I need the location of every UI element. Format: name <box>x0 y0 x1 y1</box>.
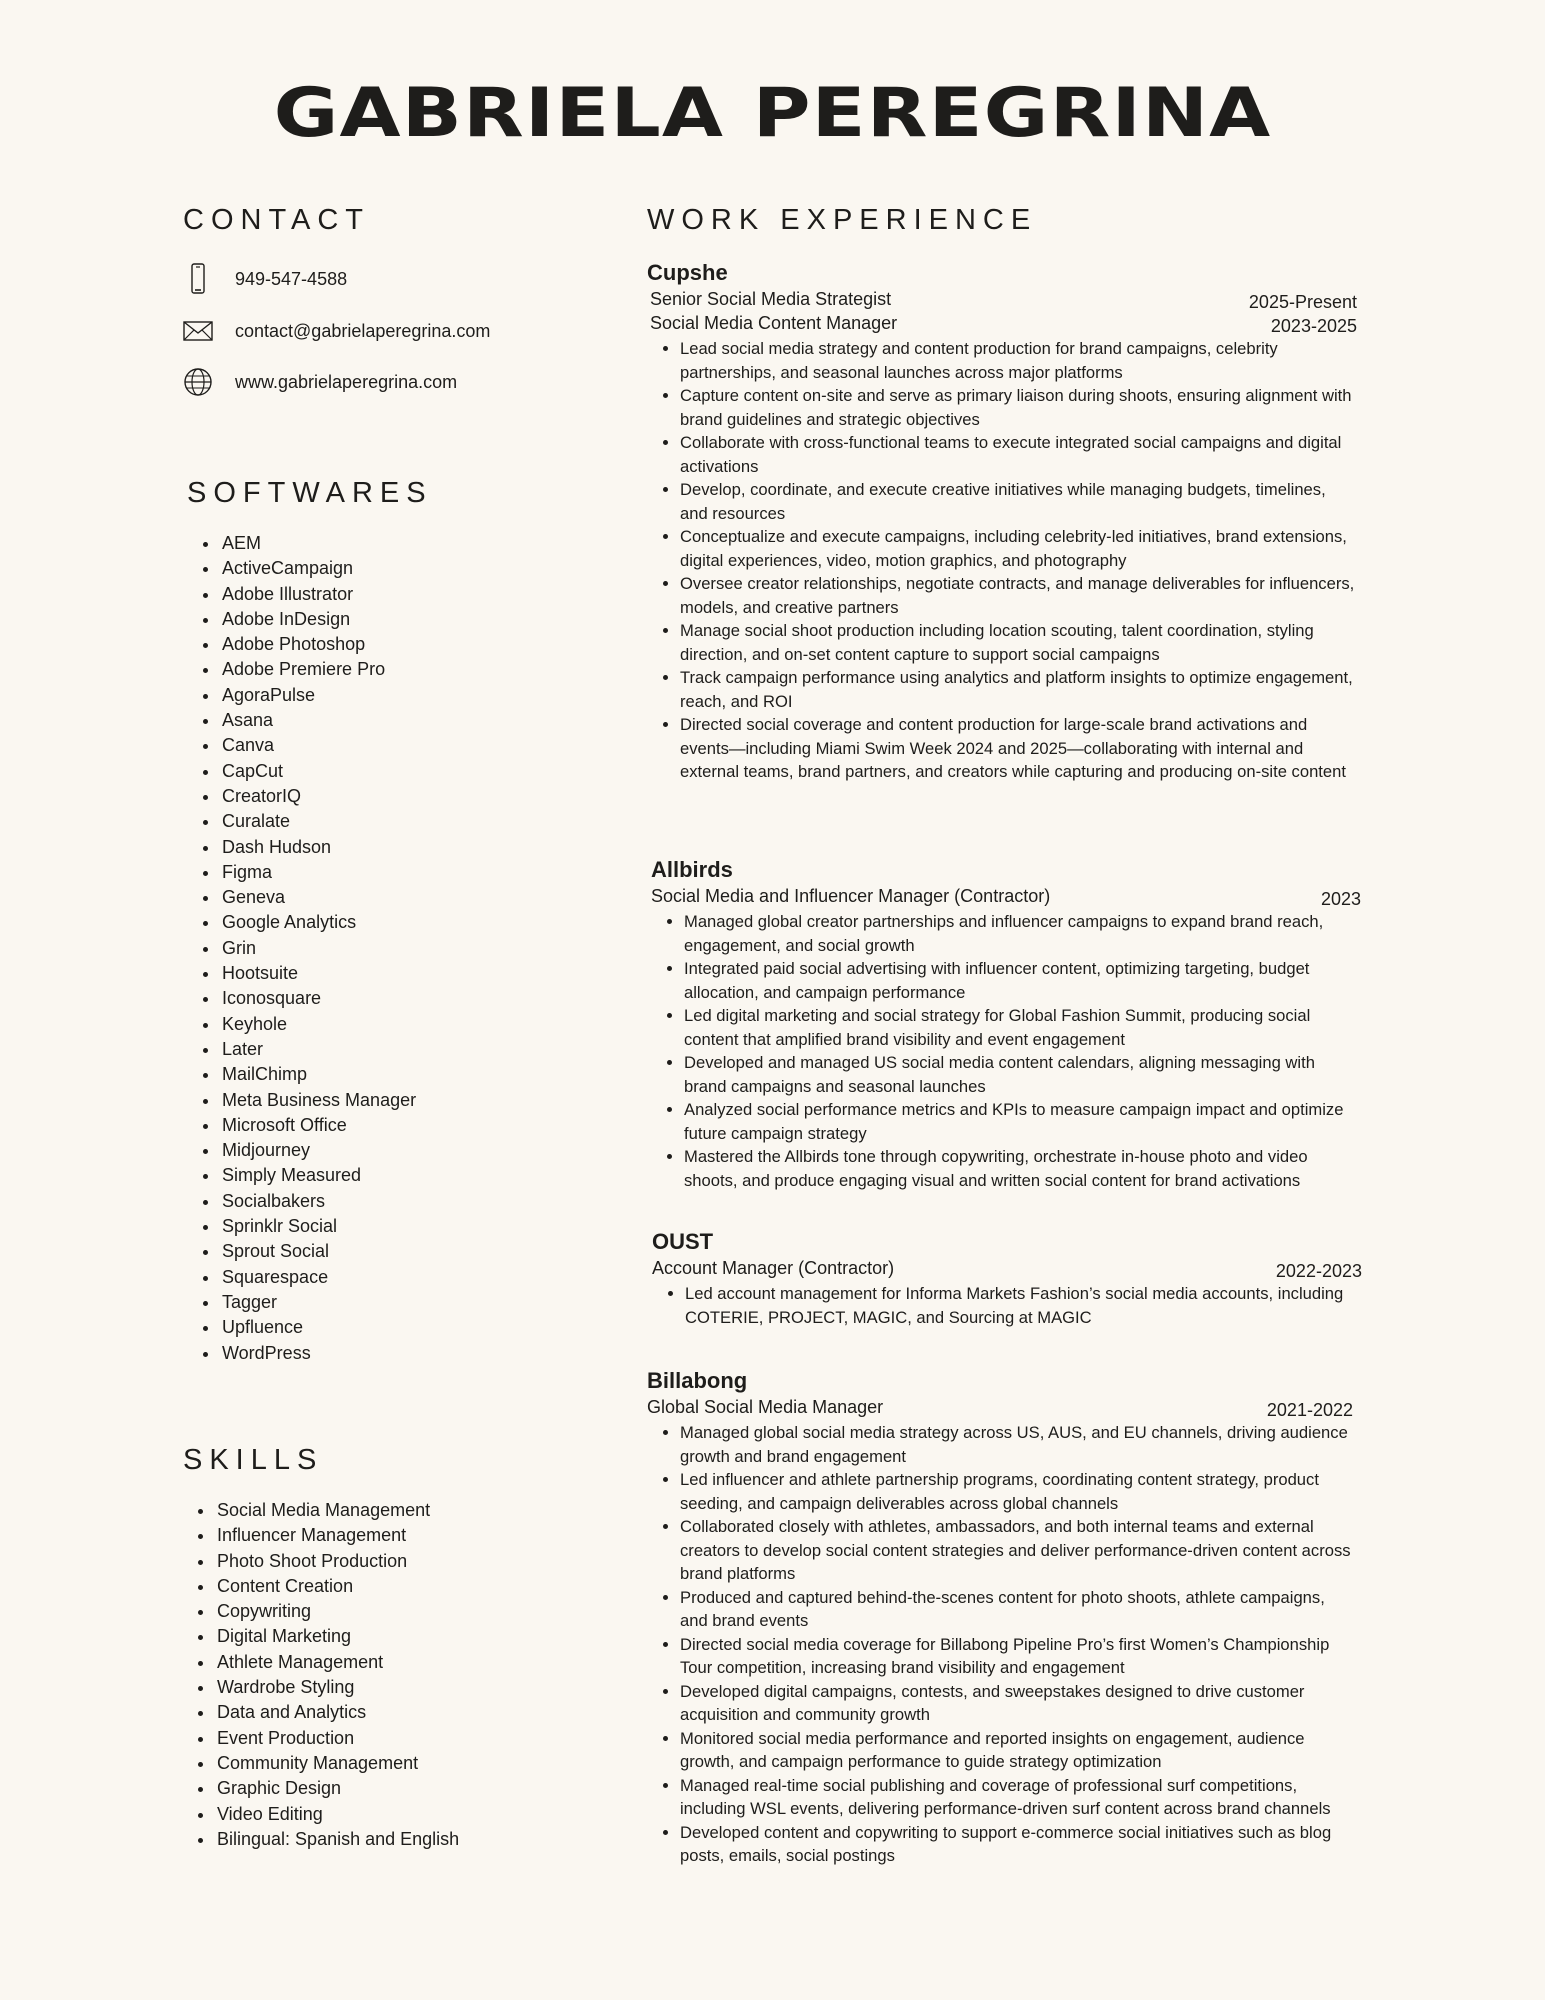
skill-item: • Event Production <box>215 1726 459 1751</box>
softwares-heading: SOFTWARES <box>187 477 433 509</box>
job-bullet: • Monitored social media performance and reported insights on engagement, audience growth, and campaign performance to guide strategy optimization <box>680 1727 1353 1774</box>
job-bullet: • Developed content and copywriting to support e-commerce social initiatives such as blog posts, emails, social postings <box>680 1821 1353 1868</box>
software-item: • Google Analytics <box>220 910 416 935</box>
software-item: • Upfluence <box>220 1315 416 1340</box>
software-item: • Simply Measured <box>220 1163 416 1188</box>
job-bullets <box>647 337 1357 784</box>
software-item: • Adobe Photoshop <box>220 632 416 657</box>
job-title: Senior Social Media Strategist <box>650 289 892 309</box>
software-item: • Adobe Premiere Pro <box>220 657 416 682</box>
job-title: Account Manager (Contractor) <box>652 1258 895 1278</box>
globe-icon <box>183 367 213 397</box>
software-item: • Later <box>220 1037 416 1062</box>
company-name: Billabong <box>647 1368 748 1393</box>
skill-item: • Copywriting <box>215 1599 459 1624</box>
job-dates: 2025-Present <box>1248 292 1357 312</box>
role-row <box>650 311 1357 335</box>
software-item: • Socialbakers <box>220 1189 416 1214</box>
skill-item: • Athlete Management <box>215 1650 459 1675</box>
job-bullet: • Develop, coordinate, and execute creative initiatives while managing budgets, timelines, and resources <box>680 478 1357 525</box>
skill-item: • Influencer Management <box>215 1523 459 1548</box>
contact-phone-row <box>183 263 348 295</box>
software-item: • Meta Business Manager <box>220 1088 416 1113</box>
skills-heading: SKILLS <box>183 1444 324 1476</box>
job-bullets <box>651 910 1361 1192</box>
software-item: • Iconosquare <box>220 986 416 1011</box>
skill-item: • Social Media Management <box>215 1498 459 1523</box>
job-dates: 2021-2022 <box>1266 1400 1353 1420</box>
job-bullet: • Mastered the Allbirds tone through copywriting, orchestrate in-house photo and video shoots, and produce engaging visual and written social content for brand activations <box>684 1145 1361 1192</box>
job-bullet: • Managed global social media strategy across US, AUS, and EU channels, driving audience growth and brand engagement <box>680 1421 1353 1468</box>
skill-item: • Photo Shoot Production <box>215 1549 459 1574</box>
job-bullet: • Managed global creator partnerships and influencer campaigns to expand brand reach, engagement, and social growth <box>684 910 1361 957</box>
job-bullet: • Developed digital campaigns, contests, and sweepstakes designed to drive customer acquisition and community growth <box>680 1680 1353 1727</box>
software-item: • CreatorIQ <box>220 784 416 809</box>
software-item: • Midjourney <box>220 1138 416 1163</box>
job-dates: 2022-2023 <box>1275 1261 1362 1281</box>
job-title: Social Media Content Manager <box>650 313 898 333</box>
work-experience-heading: WORK EXPERIENCE <box>647 204 1038 236</box>
skill-item: • Digital Marketing <box>215 1624 459 1649</box>
envelope-icon <box>183 316 213 346</box>
job-bullet: • Capture content on-site and serve as primary liaison during shoots, ensuring alignment with brand guidelines and strategic objectives <box>680 384 1357 431</box>
company-name: Allbirds <box>651 857 733 882</box>
software-item: • Geneva <box>220 885 416 910</box>
software-item: • Adobe InDesign <box>220 607 416 632</box>
job-bullet: • Track campaign performance using analytics and platform insights to optimize engagement, reach, and ROI <box>680 666 1357 713</box>
role-row <box>647 1395 1353 1419</box>
job-bullet: • Analyzed social performance metrics and KPIs to measure campaign impact and optimize future campaign strategy <box>684 1098 1361 1145</box>
software-item: • Adobe Illustrator <box>220 582 416 607</box>
job-bullet: • Conceptualize and execute campaigns, including celebrity-led initiatives, brand extensions, digital experiences, video, motion graphics, and photography <box>680 525 1357 572</box>
role-row <box>652 1256 1362 1280</box>
job-bullet: • Developed and managed US social media content calendars, aligning messaging with brand campaigns and seasonal launches <box>684 1051 1361 1098</box>
skill-item: • Community Management <box>215 1751 459 1776</box>
software-item: • Sprout Social <box>220 1239 416 1264</box>
contact-email-row <box>183 315 491 347</box>
skill-item: • Data and Analytics <box>215 1700 459 1725</box>
software-list <box>190 531 416 1366</box>
software-item: • Squarespace <box>220 1265 416 1290</box>
job-bullet: • Integrated paid social advertising with influencer content, optimizing targeting, budget allocation, and campaign performance <box>684 957 1361 1004</box>
job-bullet: • Led digital marketing and social strategy for Global Fashion Summit, producing social content that amplified brand visibility and event engagement <box>684 1004 1361 1051</box>
software-item: • Figma <box>220 860 416 885</box>
job-oust <box>652 1228 1362 1329</box>
job-bullet: • Directed social media coverage for Billabong Pipeline Pro’s first Women’s Championship Tour competition, increasing brand visibility and engagement <box>680 1633 1353 1680</box>
job-bullet: • Oversee creator relationships, negotiate contracts, and manage deliverables for influencers, models, and creative partners <box>680 572 1357 619</box>
job-dates: 2023-2025 <box>1270 316 1357 336</box>
company-name: OUST <box>652 1229 714 1254</box>
software-item: • Hootsuite <box>220 961 416 986</box>
software-item: • WordPress <box>220 1341 416 1366</box>
software-item: • MailChimp <box>220 1062 416 1087</box>
contact-website[interactable]: www.gabrielaperegrina.com <box>235 371 458 392</box>
resume-name: GABRIELA PEREGRINA <box>273 74 1272 153</box>
role-row <box>651 884 1361 908</box>
job-allbirds <box>651 856 1361 1192</box>
software-item: • AgoraPulse <box>220 683 416 708</box>
job-bullet: • Produced and captured behind-the-scenes content for photo shoots, athlete campaigns, and brand events <box>680 1586 1353 1633</box>
software-item: • Canva <box>220 733 416 758</box>
software-item: • Curalate <box>220 809 416 834</box>
job-title: Social Media and Influencer Manager (Contractor) <box>651 886 1051 906</box>
software-item: • Keyhole <box>220 1012 416 1037</box>
role-row <box>650 287 1357 311</box>
contact-website-row <box>183 366 458 398</box>
contact-phone[interactable]: 949-547-4588 <box>235 268 348 289</box>
job-bullets <box>647 1421 1353 1868</box>
job-bullet: • Led influencer and athlete partnership programs, coordinating content strategy, product seeding, and campaign deliverables across global channels <box>680 1468 1353 1515</box>
software-item: • Asana <box>220 708 416 733</box>
skill-list <box>185 1498 459 1852</box>
job-bullet: • Directed social coverage and content production for large-scale brand activations and events—including Miami Swim Week 2024 and 2025—collaborating with internal and external teams, brand partners, and creators while capturing and producing on-site content <box>680 713 1357 784</box>
job-bullet: • Manage social shoot production including location scouting, talent coordination, styling direction, and on-set content capture to support social campaigns <box>680 619 1357 666</box>
software-item: • Grin <box>220 936 416 961</box>
job-cupshe <box>647 259 1357 784</box>
software-item: • CapCut <box>220 759 416 784</box>
contact-email[interactable]: contact@gabrielaperegrina.com <box>235 320 491 341</box>
skill-item: • Video Editing <box>215 1802 459 1827</box>
job-dates: 2023 <box>1320 889 1361 909</box>
software-item: • AEM <box>220 531 416 556</box>
job-bullet: • Led account management for Informa Markets Fashion’s social media accounts, including COTERIE, PROJECT, MAGIC, and Sourcing at MAGIC <box>685 1282 1362 1329</box>
job-bullet: • Managed real-time social publishing and coverage of professional surf competitions, including WSL events, delivering performance-driven surf content across brand channels <box>680 1774 1353 1821</box>
job-title: Global Social Media Manager <box>647 1397 884 1417</box>
contact-heading: CONTACT <box>183 204 371 236</box>
software-item: • Sprinklr Social <box>220 1214 416 1239</box>
company-name: Cupshe <box>647 260 728 285</box>
skill-item: • Bilingual: Spanish and English <box>215 1827 459 1852</box>
software-item: • Microsoft Office <box>220 1113 416 1138</box>
software-item: • Dash Hudson <box>220 835 416 860</box>
phone-icon <box>183 264 213 294</box>
job-billabong <box>647 1367 1353 1868</box>
software-item: • ActiveCampaign <box>220 556 416 581</box>
skill-item: • Wardrobe Styling <box>215 1675 459 1700</box>
job-bullets <box>652 1282 1362 1329</box>
job-bullet: • Collaborate with cross-functional teams to execute integrated social campaigns and digital activations <box>680 431 1357 478</box>
skill-item: • Graphic Design <box>215 1776 459 1801</box>
skill-item: • Content Creation <box>215 1574 459 1599</box>
software-item: • Tagger <box>220 1290 416 1315</box>
job-bullet: • Lead social media strategy and content production for brand campaigns, celebrity partnerships, and seasonal launches across major platforms <box>680 337 1357 384</box>
job-bullet: • Collaborated closely with athletes, ambassadors, and both internal teams and external creators to develop social content strategies and deliver performance-driven content across brand platforms <box>680 1515 1353 1586</box>
